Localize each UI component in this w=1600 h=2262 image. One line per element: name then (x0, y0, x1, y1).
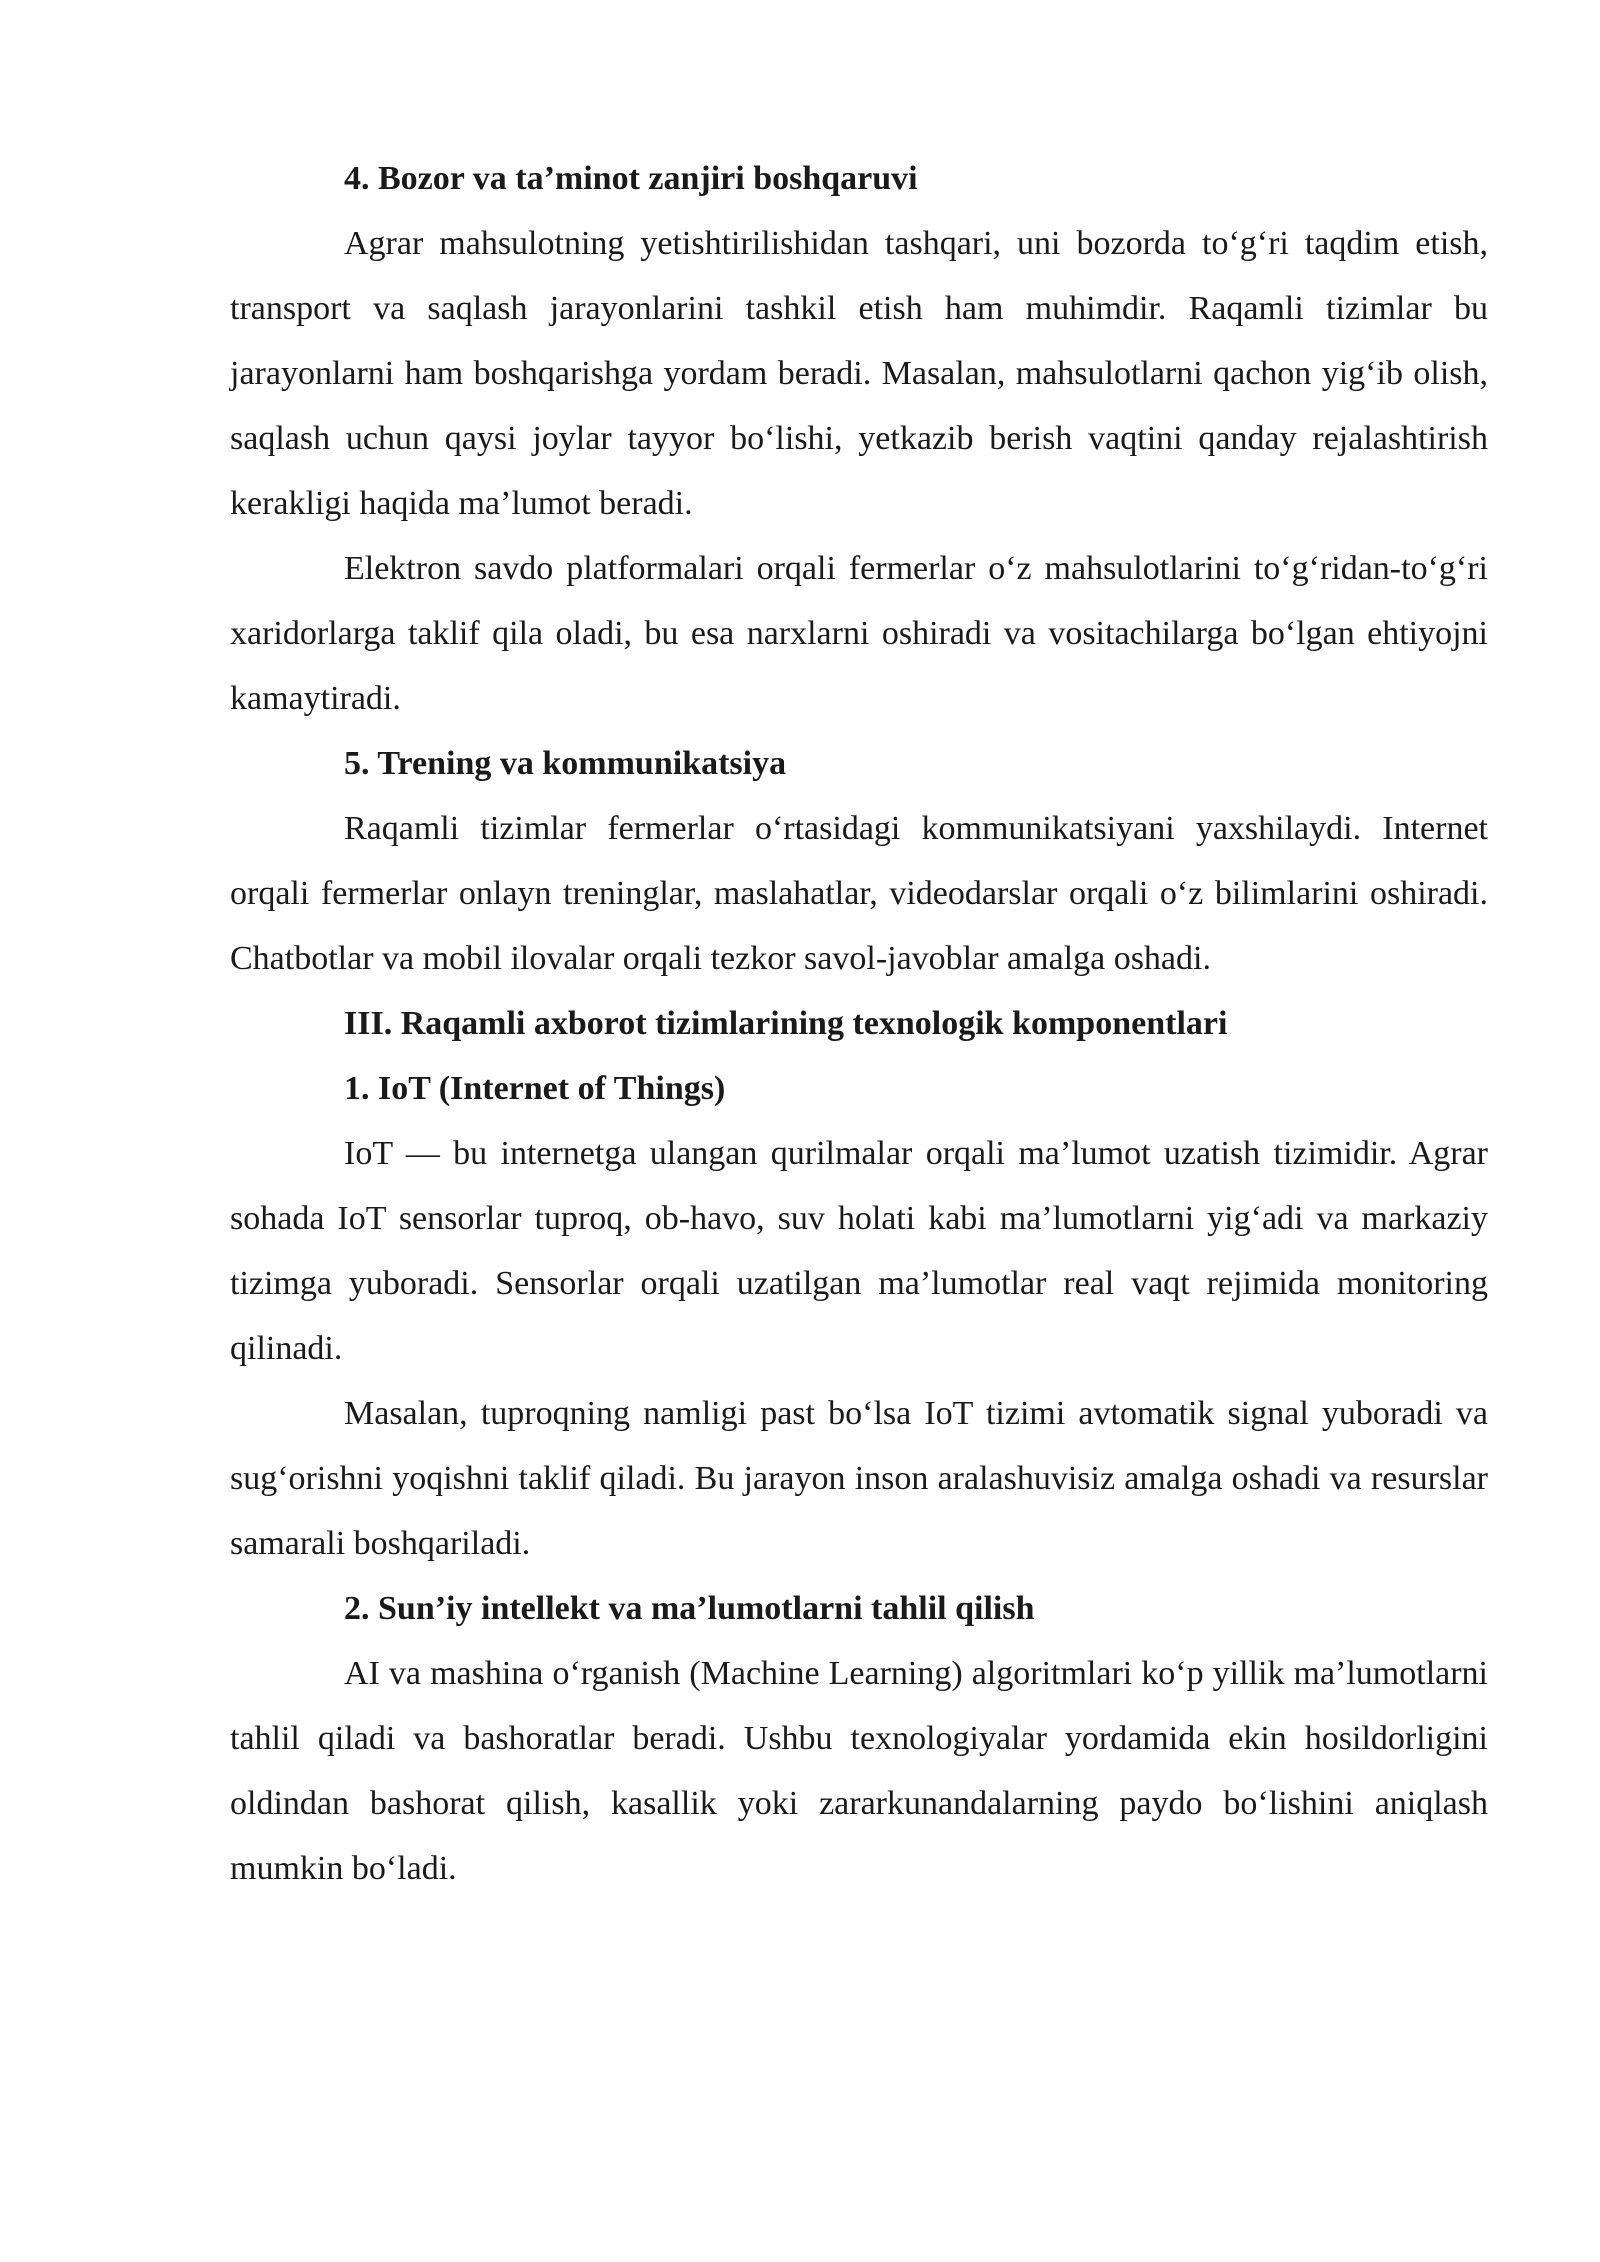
section-heading-training: 5. Trening va kommunikatsiya (344, 745, 787, 782)
paragraph-market-supply: Agrar mahsulotning yetishtirilishidan tashqari, uni bozorda to‘g‘ri taqdim etish, transport va saqlash jarayonlarini tashkil etish ham muhimdir. Raqamli tizimlar bu jarayonlarni ham boshqarishga yordam beradi. Masalan, mahsulotlarni qachon yig‘ib olish, saqlash uchun qaysi joylar tayyor bo‘lishi, yetkazib berish vaqtini qanday rejalashtirish kerakligi haqida ma’lumot beradi. (230, 225, 1488, 522)
chapter-heading-tech-components: III. Raqamli axborot tizimlarining texnologik komponentlari (344, 1005, 1228, 1042)
paragraph-iot-definition: IoT — bu internetga ulangan qurilmalar orqali ma’lumot uzatish tizimidir. Agrar sohada IoT sensorlar tuproq, ob-havo, suv holati kabi ma’lumotlarni yig‘adi va markaziy tizimga yuboradi. Sensorlar orqali uzatilgan ma’lumotlar real vaqt rejimida monitoring qilinadi. (230, 1135, 1488, 1367)
paragraph-e-commerce: Elektron savdo platformalari orqali fermerlar o‘z mahsulotlarini to‘g‘ridan-to‘g‘ri xaridorlarga taklif qila oladi, bu esa narxlarni oshiradi va vositachilarga bo‘lgan ehtiyojni kamaytiradi. (230, 550, 1488, 717)
section-heading-market-supply: 4. Bozor va ta’minot zanjiri boshqaruvi (344, 160, 918, 197)
paragraph-iot-example: Masalan, tuproqning namligi past bo‘lsa IoT tizimi avtomatik signal yuboradi va sug‘orishni yoqishni taklif qiladi. Bu jarayon inson aralashuvisiz amalga oshadi va resurslar samarali boshqariladi. (230, 1395, 1488, 1562)
document-page (230, 146, 1488, 1901)
section-heading-ai: 2. Sun’iy intellekt va ma’lumotlarni tahlil qilish (344, 1590, 1035, 1627)
section-heading-iot: 1. IoT (Internet of Things) (344, 1070, 726, 1107)
paragraph-training: Raqamli tizimlar fermerlar o‘rtasidagi kommunikatsiyani yaxshilaydi. Internet orqali fermerlar onlayn treninglar, maslahatlar, videodarslar orqali o‘z bilimlarini oshiradi. Chatbotlar va mobil ilovalar orqali tezkor savol-javoblar amalga oshadi. (230, 810, 1488, 977)
paragraph-ai: AI va mashina o‘rganish (Machine Learning) algoritmlari ko‘p yillik ma’lumotlarni tahlil qiladi va bashoratlar beradi. Ushbu texnologiyalar yordamida ekin hosildorligini oldindan bashorat qilish, kasallik yoki zararkunandalarning paydo bo‘lishini aniqlash mumkin bo‘ladi. (230, 1655, 1488, 1887)
